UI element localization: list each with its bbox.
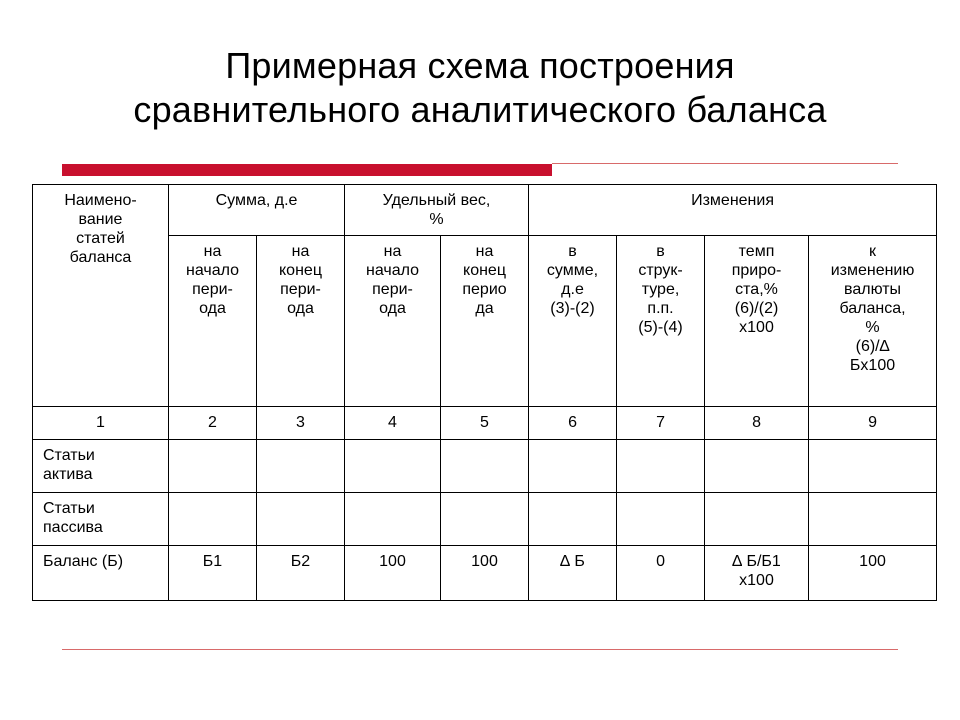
table-cell: [809, 440, 937, 493]
balance-weight-start: 100: [345, 546, 441, 601]
subheader-formula: (5)-(4): [638, 319, 683, 336]
subheader-line: пери-: [372, 281, 413, 298]
column-number: 2: [169, 407, 257, 440]
row-label-line: Статьи: [43, 500, 95, 517]
balance-sum-end: Б2: [257, 546, 345, 601]
subheader-weight-end: [441, 236, 529, 407]
subheader-line: конец: [279, 262, 322, 279]
table-cell: [257, 493, 345, 546]
table-cell: [809, 493, 937, 546]
subheader-line: ода: [199, 300, 226, 317]
balance-change-sum: ∆ Б: [529, 546, 617, 601]
subheader-sum-end: [257, 236, 345, 407]
column-number: 4: [345, 407, 441, 440]
subheader-line: валюты: [844, 281, 902, 298]
row-label-balance: Баланс (Б): [33, 546, 169, 601]
column-number: 9: [809, 407, 937, 440]
subheader-line: на: [203, 243, 222, 260]
subheader-line: д.е: [561, 281, 584, 298]
subheader-line: на: [475, 243, 494, 260]
header-weight-line: %: [429, 211, 444, 228]
table-cell: [169, 493, 257, 546]
table-cell: [345, 440, 441, 493]
table-cell: [617, 440, 705, 493]
header-item-name-line: статей: [76, 230, 125, 247]
subheader-line: темп: [738, 243, 775, 260]
subheader-line: изменению: [830, 262, 915, 279]
header-weight-line: Удельный вес,: [382, 192, 491, 209]
subheader-line: на: [383, 243, 402, 260]
row-label-liabilities: [33, 493, 169, 546]
balance-growth-rate-line: х100: [739, 572, 774, 589]
subheader-line: да: [475, 300, 494, 317]
subheader-formula: (6)/∆: [855, 338, 890, 355]
slide-title-line-2: сравнительного аналитического баланса: [133, 89, 827, 130]
table-cell: [169, 440, 257, 493]
subheader-balance-change: [809, 236, 937, 407]
balance-change-share: 100: [809, 546, 937, 601]
subheader-line: ста,%: [735, 281, 778, 298]
subheader-line: пери-: [192, 281, 233, 298]
subheader-line: на: [291, 243, 310, 260]
subheader-sum-start: [169, 236, 257, 407]
subheader-growth-rate: [705, 236, 809, 407]
subheader-line: ода: [287, 300, 314, 317]
subheader-line: начало: [185, 262, 240, 279]
subheader-line: баланса,: [839, 300, 906, 317]
column-number: 7: [617, 407, 705, 440]
table-cell: [441, 440, 529, 493]
table-cell: [705, 440, 809, 493]
subheader-line: в: [656, 243, 665, 260]
column-number: 6: [529, 407, 617, 440]
table-cell: [617, 493, 705, 546]
comparative-balance-table: [32, 184, 937, 601]
column-number: 5: [441, 407, 529, 440]
header-weight: [345, 185, 529, 236]
accent-rule-bottom: [62, 649, 898, 650]
subheader-change-structure: [617, 236, 705, 407]
table-cell: [345, 493, 441, 546]
row-label-assets: [33, 440, 169, 493]
subheader-formula: (6)/(2): [734, 300, 779, 317]
header-item-name-line: баланса: [69, 249, 132, 266]
subheader-line: к: [869, 243, 877, 260]
subheader-line: перио: [462, 281, 507, 298]
row-label-line: пассива: [43, 519, 103, 536]
table-row-balance: [33, 546, 937, 601]
row-label-line: актива: [43, 466, 93, 483]
balance-change-structure: 0: [617, 546, 705, 601]
column-number-row: [33, 407, 937, 440]
table-cell: [257, 440, 345, 493]
table-cell: [529, 493, 617, 546]
balance-growth-rate: [705, 546, 809, 601]
slide-title-line-1: Примерная схема построения: [225, 45, 735, 86]
subheader-weight-start: [345, 236, 441, 407]
table-row-assets: [33, 440, 937, 493]
subheader-line: пери-: [280, 281, 321, 298]
subheader-line: ода: [379, 300, 406, 317]
header-item-name-line: вание: [78, 211, 123, 228]
balance-sum-start: Б1: [169, 546, 257, 601]
subheader-line: начало: [365, 262, 420, 279]
table-cell: [441, 493, 529, 546]
header-item-name-line: Наимено-: [64, 192, 137, 209]
subheader-formula: х100: [739, 319, 774, 336]
table-cell: [529, 440, 617, 493]
subheader-change-sum: [529, 236, 617, 407]
subheader-line: сумме,: [546, 262, 599, 279]
header-item-name: [33, 185, 169, 407]
header-sum: Сумма, д.е: [169, 185, 345, 236]
subheader-line: конец: [463, 262, 506, 279]
subheader-line: приро-: [731, 262, 782, 279]
subheader-formula: (3)-(2): [550, 300, 595, 317]
accent-bar: [62, 164, 552, 176]
table-cell: [705, 493, 809, 546]
table-row-liabilities: [33, 493, 937, 546]
subheader-line: п.п.: [647, 300, 674, 317]
subheader-formula: Бх100: [849, 357, 896, 374]
subheader-line: струк-: [638, 262, 683, 279]
header-changes: Изменения: [529, 185, 937, 236]
subheader-line: в: [568, 243, 577, 260]
balance-weight-end: 100: [441, 546, 529, 601]
column-number: 1: [33, 407, 169, 440]
row-label-line: Статьи: [43, 447, 95, 464]
slide-title: [0, 44, 960, 132]
subheader-line: туре,: [641, 281, 680, 298]
column-number: 8: [705, 407, 809, 440]
accent-rule-top: [552, 163, 898, 164]
subheader-line: %: [865, 319, 880, 336]
balance-growth-rate-line: ∆ Б/Б1: [732, 553, 781, 570]
column-number: 3: [257, 407, 345, 440]
